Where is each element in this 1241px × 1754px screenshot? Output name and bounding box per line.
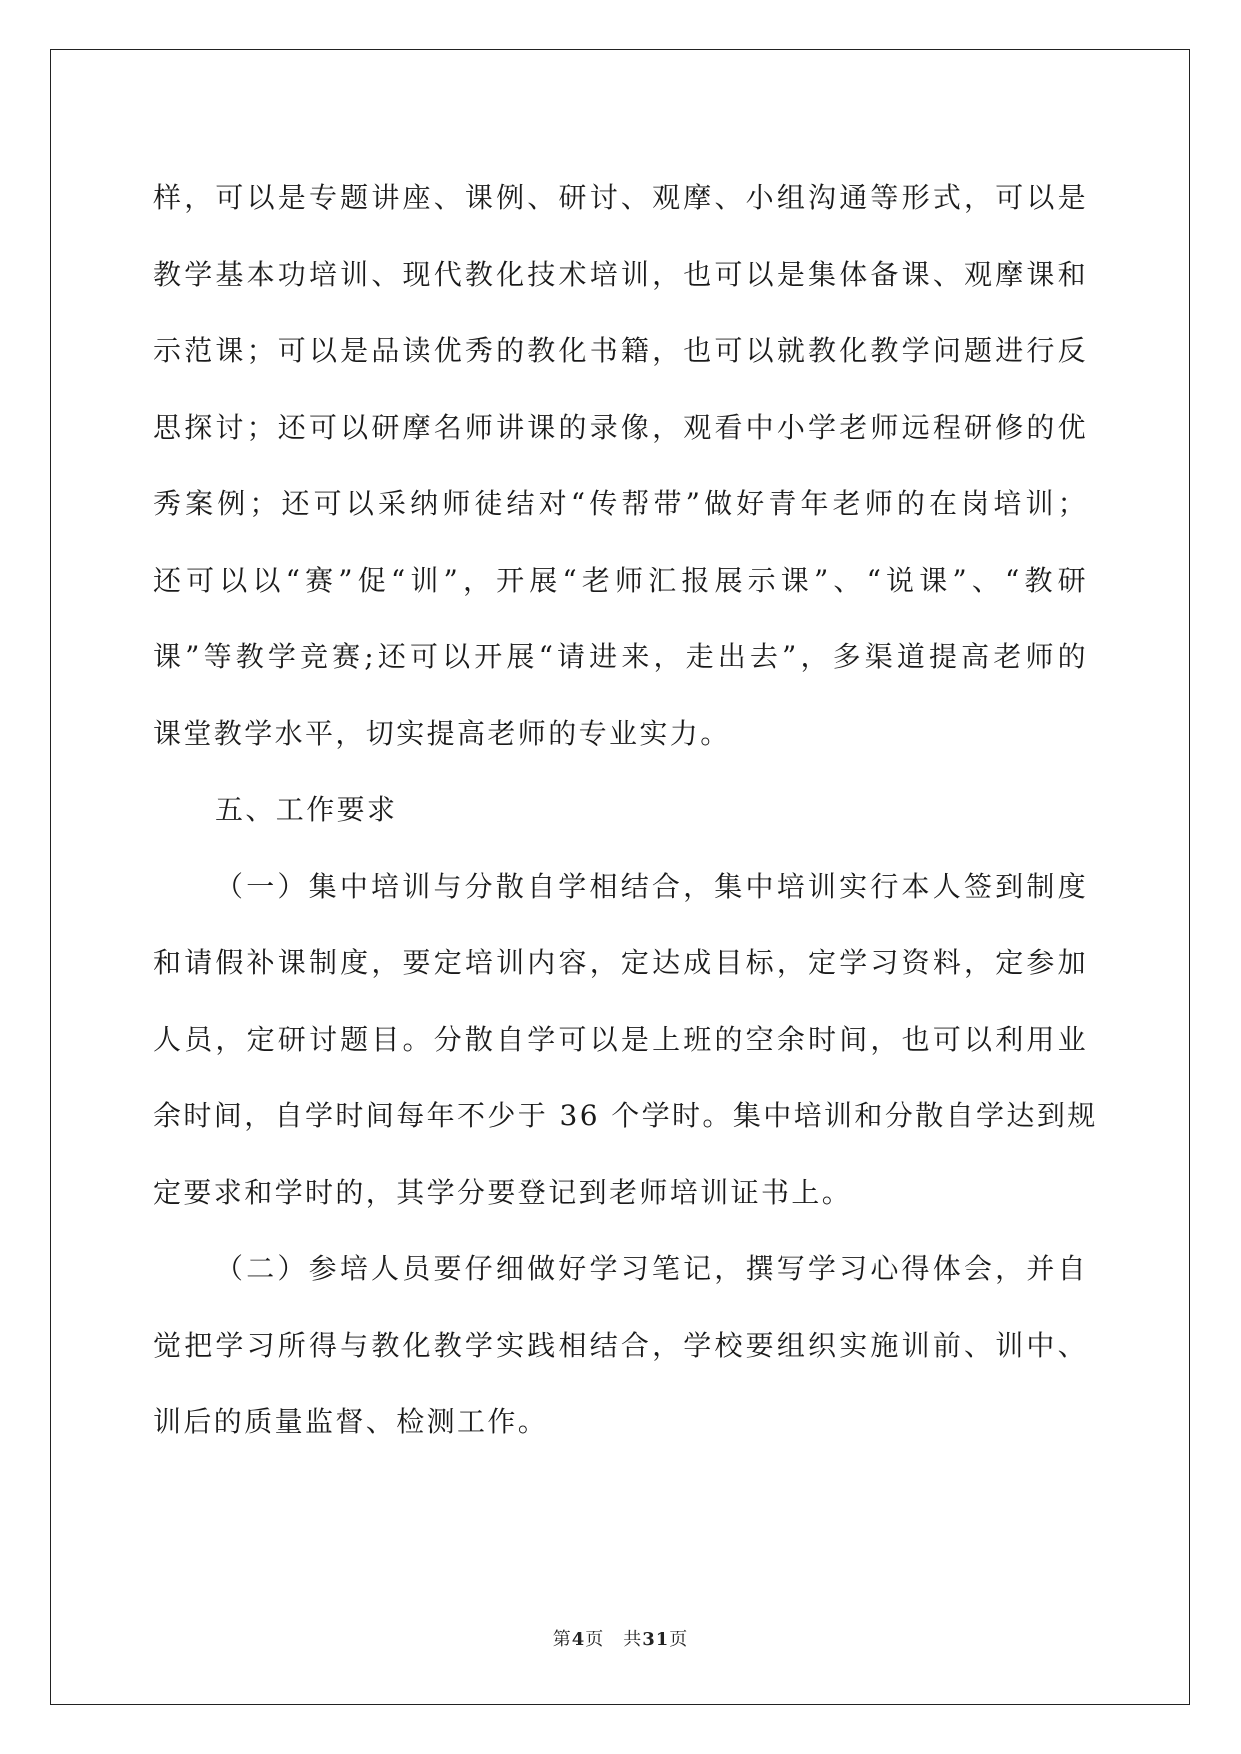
text-line: 觉把学习所得与教化教学实践相结合，学校要组织实施训前、训中、 xyxy=(153,1328,1088,1362)
paragraph-3 xyxy=(153,1231,1088,1461)
total-pages-number: 31 xyxy=(642,1629,670,1650)
text-line: 课”等教学竞赛;还可以开展“请进来，走出去”，多渠道提高老师的 xyxy=(153,640,1088,673)
section-heading: 五、工作要求 xyxy=(215,793,398,826)
footer-prefix: 第 xyxy=(552,1629,572,1650)
text-line: 定要求和学时的，其学分要登记到老师培训证书上。 xyxy=(153,1175,853,1209)
current-page-number: 4 xyxy=(571,1629,586,1650)
text-line: （二）参培人员要仔细做好学习笔记，撰写学习心得体会，并自 xyxy=(215,1252,1088,1285)
text-line: 秀案例；还可以采纳师徒结对“传帮带”做好青年老师的在岗培训； xyxy=(153,487,1088,520)
footer-mid: 页 共 xyxy=(585,1629,643,1650)
text-line: 人员，定研讨题目。分散自学可以是上班的空余时间，也可以利用业 xyxy=(153,1022,1088,1056)
text-line: 课堂教学水平，切实提高老师的专业实力。 xyxy=(153,716,731,750)
text-line: 余时间，自学时间每年不少于 36 个学时。集中培训和分散自学达到规 xyxy=(153,1099,1098,1132)
paragraph-2 xyxy=(153,849,1098,1232)
document-body xyxy=(153,160,1098,1461)
paragraph-1 xyxy=(153,160,1088,772)
text-line: 和请假补课制度，要定培训内容，定达成目标，定学习资料，定参加 xyxy=(153,946,1088,979)
text-line: 教学基本功培训、现代教化技术培训，也可以是集体备课、观摩课和 xyxy=(153,257,1088,291)
text-line: 示范课；可以是品读优秀的教化书籍，也可以就教化教学问题进行反 xyxy=(153,334,1088,367)
text-line: 样，可以是专题讲座、课例、研讨、观摩、小组沟通等形式，可以是 xyxy=(153,181,1088,214)
text-line: 训后的质量监督、检测工作。 xyxy=(153,1405,549,1438)
footer-suffix: 页 xyxy=(669,1629,689,1650)
text-line: 思探讨；还可以研摩名师讲课的录像，观看中小学老师远程研修的优 xyxy=(153,410,1088,444)
text-line: 还可以以“赛”促“训”，开展“老师汇报展示课”、“说课”、“教研 xyxy=(153,563,1088,597)
page-footer xyxy=(0,1625,1241,1651)
text-line: （一）集中培训与分散自学相结合，集中培训实行本人签到制度 xyxy=(215,869,1088,903)
